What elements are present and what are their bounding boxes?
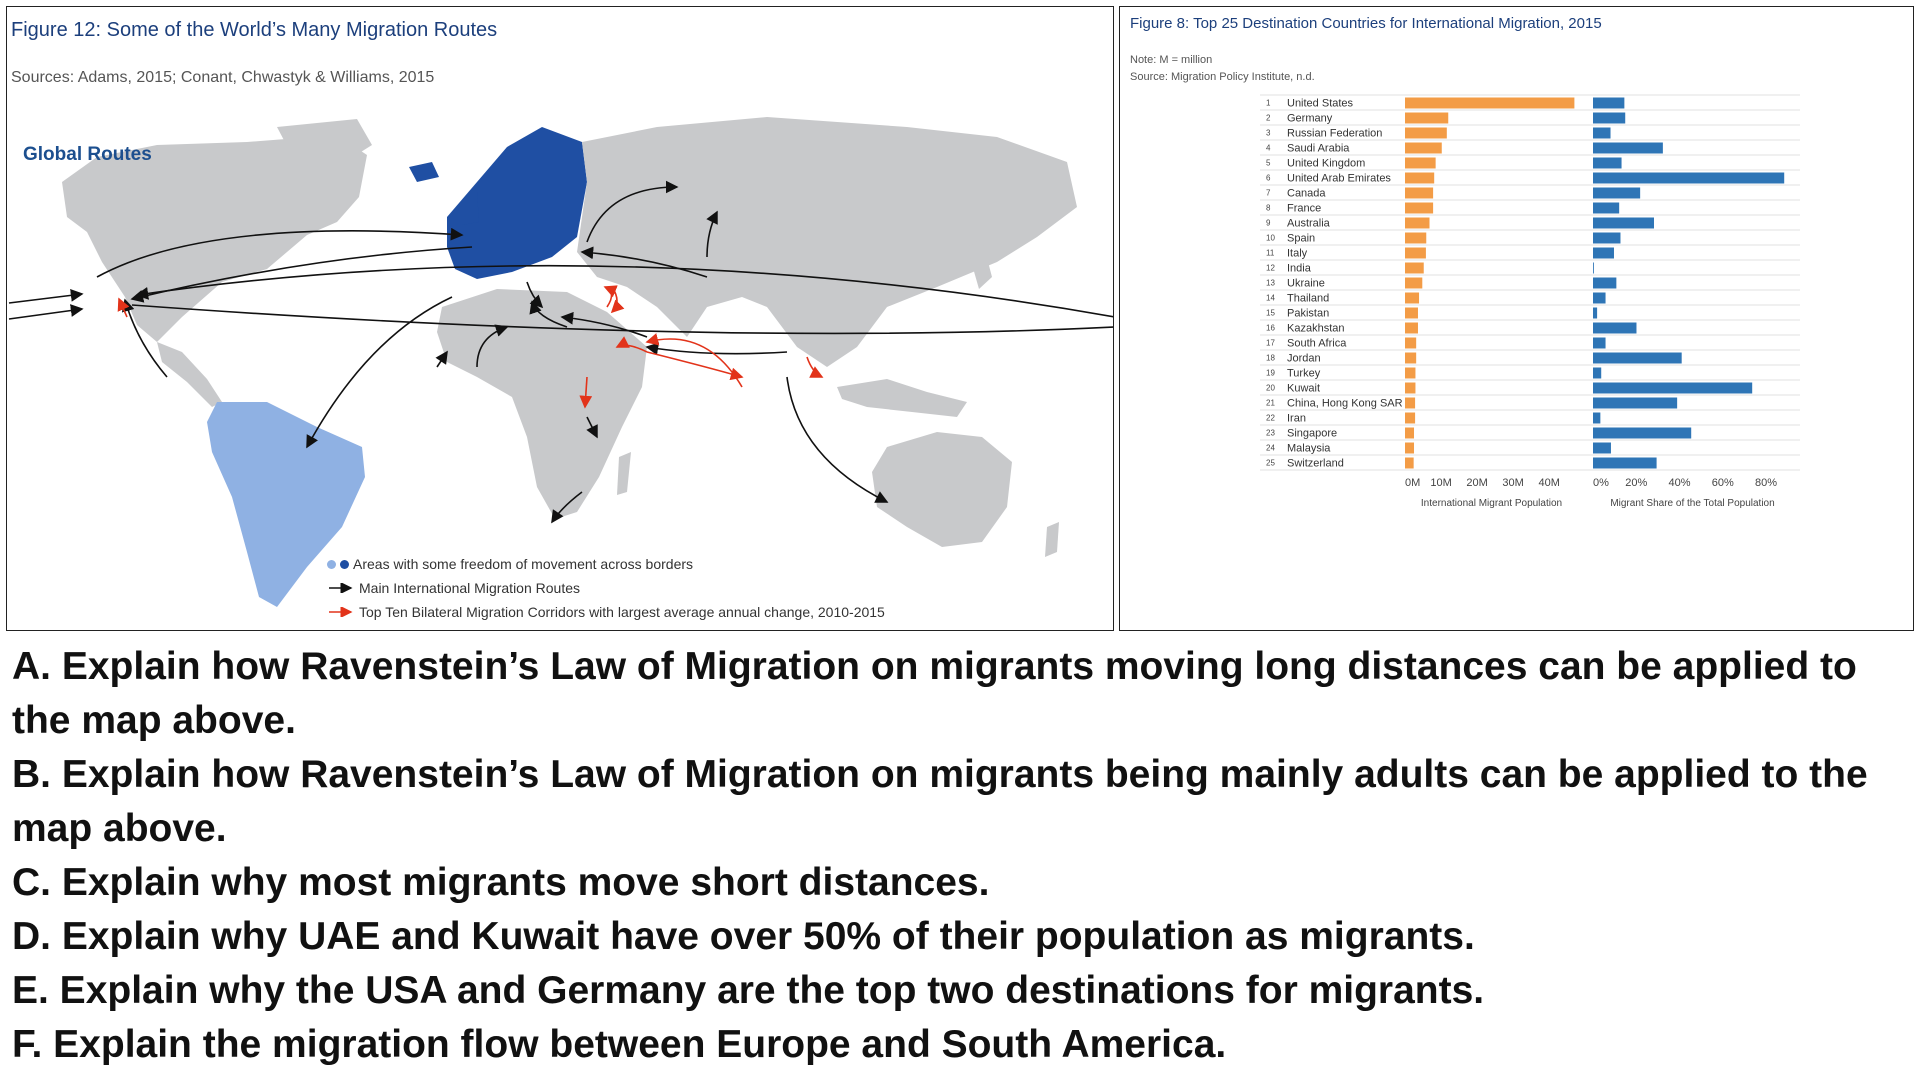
bar-population — [1405, 383, 1415, 394]
country-label: India — [1287, 262, 1311, 275]
rank-label: 10 — [1266, 233, 1275, 243]
rank-label: 20 — [1266, 383, 1275, 393]
bar-population — [1405, 113, 1448, 124]
route-pacific-to-us-2 — [9, 309, 82, 319]
rank-label: 21 — [1266, 398, 1275, 408]
chart-source: Source: Migration Policy Institute, n.d. — [1130, 71, 1315, 83]
rank-label: 11 — [1266, 248, 1275, 258]
central-america-landmass — [157, 342, 222, 407]
rank-label: 5 — [1266, 158, 1271, 168]
bar-population — [1405, 203, 1433, 214]
country-label: Australia — [1287, 217, 1330, 230]
bar-population — [1405, 98, 1574, 109]
corridor-india-gulf — [647, 339, 742, 387]
bar-share — [1593, 218, 1654, 229]
country-label: United Arab Emirates — [1287, 172, 1391, 185]
legend-main-routes-label: Main International Migration Routes — [359, 580, 581, 596]
tick-label: 20% — [1625, 477, 1648, 489]
tick-label: 20M — [1466, 477, 1488, 489]
country-label: United States — [1287, 97, 1354, 110]
bar-share — [1593, 203, 1619, 214]
corridor-syria-turkey — [605, 287, 612, 307]
tick-label: 0M — [1405, 477, 1421, 489]
bar-population — [1405, 443, 1414, 454]
axis-label: International Migrant Population — [1420, 498, 1563, 509]
country-label: Turkey — [1287, 367, 1321, 380]
africa-landmass — [437, 289, 647, 519]
rank-label: 6 — [1266, 173, 1271, 183]
country-label: Spain — [1287, 232, 1316, 245]
rank-label: 16 — [1266, 323, 1275, 333]
map-region-label: Global Routes — [23, 144, 152, 165]
rank-label: 1 — [1266, 98, 1271, 108]
country-label: United Kingdom — [1287, 157, 1366, 170]
bar-share — [1593, 233, 1620, 244]
country-label: China, Hong Kong SAR — [1287, 397, 1403, 410]
chart-title: Figure 8: Top 25 Destination Countries for International Migration, 2015 — [1130, 15, 1602, 32]
world-map — [7, 7, 1114, 631]
bar-population — [1405, 158, 1436, 169]
route-africa-to-sa — [307, 297, 452, 447]
australia-landmass — [872, 432, 1012, 547]
bar-population — [1405, 398, 1415, 409]
legend-main-routes — [327, 580, 580, 596]
rank-label: 8 — [1266, 203, 1271, 213]
country-label: Singapore — [1287, 427, 1338, 440]
bar-population — [1405, 128, 1447, 139]
rank-label: 13 — [1266, 278, 1275, 288]
country-label: Malaysia — [1287, 442, 1331, 455]
legend-corridors — [327, 604, 885, 620]
bar-population — [1405, 188, 1433, 199]
rank-label: 24 — [1266, 443, 1275, 453]
madagascar-landmass — [617, 452, 631, 495]
bar-population — [1405, 368, 1415, 379]
bar-share — [1593, 263, 1594, 274]
rank-label: 23 — [1266, 428, 1275, 438]
legend-corridors-label: Top Ten Bilateral Migration Corridors with largest average annual change, 2010-2015 — [359, 604, 885, 620]
country-label: Jordan — [1287, 352, 1321, 365]
country-label: Saudi Arabia — [1287, 142, 1350, 155]
bar-share — [1593, 353, 1682, 364]
rank-label: 7 — [1266, 188, 1271, 198]
bar-share — [1593, 443, 1611, 454]
bar-population — [1405, 308, 1418, 319]
bar-population — [1405, 218, 1430, 229]
country-label: Pakistan — [1287, 307, 1330, 320]
bar-population — [1405, 428, 1414, 439]
bar-share — [1593, 248, 1614, 259]
tick-label: 30M — [1502, 477, 1524, 489]
bar-share — [1593, 338, 1606, 349]
new-zealand-landmass — [1045, 522, 1059, 557]
country-label: South Africa — [1287, 337, 1347, 350]
rank-label: 19 — [1266, 368, 1275, 378]
bar-population — [1405, 353, 1416, 364]
rank-label: 18 — [1266, 353, 1275, 363]
bar-share — [1593, 458, 1657, 469]
bar-population — [1405, 458, 1414, 469]
country-label: Kazakhstan — [1287, 322, 1345, 335]
rank-label: 4 — [1266, 143, 1271, 153]
destination-countries-chart-panel — [1119, 6, 1914, 631]
rank-label: 17 — [1266, 338, 1275, 348]
bar-share — [1593, 308, 1597, 319]
map-title: Figure 12: Some of the World’s Many Migration Routes — [11, 19, 498, 41]
south-america-landmass — [207, 402, 365, 607]
rank-label: 3 — [1266, 128, 1271, 138]
country-label: Thailand — [1287, 292, 1330, 305]
rank-label: 15 — [1266, 308, 1275, 318]
route-asia-to-me — [647, 347, 787, 354]
corridor-gulf-india — [647, 352, 742, 377]
red-arrow-icon — [327, 607, 359, 617]
question-f: F. Explain the migration flow between Europe and South America. — [12, 1023, 1227, 1066]
bar-population — [1405, 143, 1442, 154]
dark-blue-swatch — [340, 560, 349, 569]
bar-population — [1405, 233, 1426, 244]
axis-label: Migrant Share of the Total Population — [1610, 498, 1775, 509]
route-west-africa — [437, 352, 447, 367]
legend-freedom — [327, 556, 693, 572]
bar-share — [1593, 383, 1752, 394]
bar-population — [1405, 173, 1434, 184]
country-label: Iran — [1287, 412, 1306, 425]
tick-label: 80% — [1755, 477, 1778, 489]
rank-label: 2 — [1266, 113, 1271, 123]
country-label: Canada — [1287, 187, 1326, 200]
map-sources: Sources: Adams, 2015; Conant, Chwastyk & Williams, 2015 — [11, 69, 435, 86]
bar-population — [1405, 278, 1422, 289]
southeast-asia-islands — [837, 379, 967, 417]
tick-label: 40% — [1668, 477, 1691, 489]
bar-population — [1405, 413, 1415, 424]
country-label: France — [1287, 202, 1322, 215]
black-arrow-icon — [327, 583, 359, 593]
bar-share — [1593, 128, 1611, 139]
rank-label: 14 — [1266, 293, 1275, 303]
question-a: A. Explain how Ravenstein’s Law of Migration on migrants moving long distances can be applied to the map above. — [12, 645, 1857, 742]
bar-share — [1593, 368, 1601, 379]
bar-population — [1405, 338, 1416, 349]
country-label: Kuwait — [1287, 382, 1321, 395]
tick-label: 10M — [1430, 477, 1452, 489]
country-label: Germany — [1287, 112, 1333, 125]
country-label: Russian Federation — [1287, 127, 1383, 140]
bar-share — [1593, 98, 1624, 109]
bar-share — [1593, 113, 1625, 124]
bar-population — [1405, 323, 1418, 334]
bar-share — [1593, 278, 1616, 289]
legend-freedom-label: Areas with some freedom of movement across borders — [353, 556, 694, 572]
bar-share — [1593, 413, 1600, 424]
asia-landmass — [577, 117, 1077, 367]
route-pacific-to-us — [9, 294, 82, 303]
tick-label: 0% — [1593, 477, 1609, 489]
rank-label: 12 — [1266, 263, 1275, 273]
corridor-turkey-syria — [612, 287, 617, 312]
migration-routes-map-panel — [6, 6, 1114, 631]
chart-note: Note: M = million — [1130, 54, 1213, 66]
iceland-landmass — [409, 162, 439, 182]
bar-chart — [1120, 7, 1914, 631]
bar-share — [1593, 428, 1691, 439]
bar-share — [1593, 188, 1640, 199]
light-blue-swatch — [327, 560, 336, 569]
rank-label: 25 — [1266, 458, 1275, 468]
question-e: E. Explain why the USA and Germany are the top two destinations for migrants. — [12, 969, 1485, 1012]
bar-population — [1405, 263, 1424, 274]
tick-label: 40M — [1538, 477, 1560, 489]
bar-population — [1405, 293, 1419, 304]
question-b: B. Explain how Ravenstein’s Law of Migration on migrants being mainly adults can be applied to the map above. — [12, 753, 1868, 850]
bar-share — [1593, 293, 1606, 304]
rank-label: 9 — [1266, 218, 1271, 228]
bar-share — [1593, 158, 1622, 169]
rank-label: 22 — [1266, 413, 1275, 423]
bar-share — [1593, 323, 1636, 334]
country-label: Italy — [1287, 247, 1308, 260]
country-label: Ukraine — [1287, 277, 1325, 290]
question-d: D. Explain why UAE and Kuwait have over 50% of their population as migrants. — [12, 915, 1475, 958]
country-label: Switzerland — [1287, 457, 1344, 470]
bar-population — [1405, 248, 1426, 259]
tick-label: 60% — [1711, 477, 1734, 489]
bar-share — [1593, 398, 1677, 409]
question-c: C. Explain why most migrants move short distances. — [12, 861, 990, 904]
bar-share — [1593, 143, 1663, 154]
bar-share — [1593, 173, 1784, 184]
questions-list — [12, 640, 1902, 1072]
